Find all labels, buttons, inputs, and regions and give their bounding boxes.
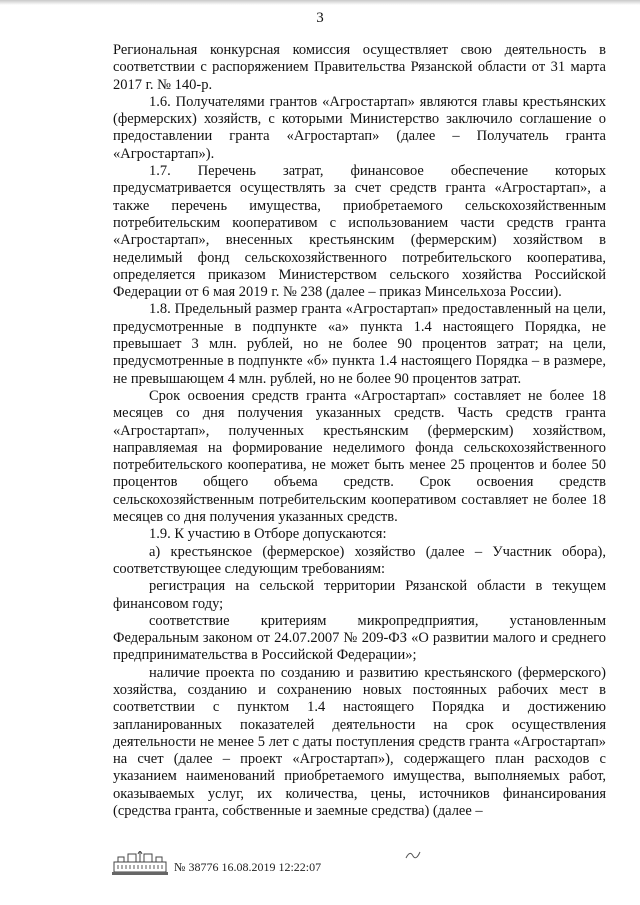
- government-building-icon: [112, 848, 168, 876]
- paragraph-term: Срок освоения средств гранта «Агростартап» составляет не более 18 месяцев со дня получения указанных средств. Часть средств гранта «Агростартап», полученных крестьянским (фермерским) хозяйством, направляемая на формирование неделимого фонда сельскохозяйственного потребительского кооператива, не может быть менее 25 процентов и более 50 процентов общего объема средств. Срок освоения средств сельскохозяйственным потребительским кооперативом составляет не более 18 месяцев со дня получения указанных средств.: [113, 387, 606, 526]
- paragraph-1-9: 1.9. К участию в Отборе допускаются:: [149, 526, 387, 543]
- registration-stamp: № 38776 16.08.2019 12:22:07: [174, 860, 322, 874]
- document-body: [113, 42, 606, 820]
- page-footer: [112, 848, 612, 888]
- paragraph-criteria: соответствие критериям микропредприятия, установленным Федеральным законом от 24.07.2007 № 209-ФЗ «О развитии малого и среднего предпринимательства в Российской Федерации»;: [113, 612, 606, 664]
- paragraph-project: наличие проекта по созданию и развитию крестьянского (фермерского) хозяйства, созданию и сохранению новых постоянных рабочих мест в соответствии с пунктом 1.4 настоящего Порядка и достижению запланированных показателей деятельности на срок осуществления деятельности не менее 5 лет с даты поступления средств гранта «Агростартап» на счет (далее – проект «Агростартап»), содержащего план расходов с указанием наименований приобретаемого имущества, выполняемых работ, оказываемых услуг, их количества, цены, источников финансирования (средства гранта, собственные и заемные средства) (далее –: [113, 664, 606, 820]
- paragraph-1-7: 1.7. Перечень затрат, финансовое обеспечение которых предусматривается осуществлять за счет средств гранта «Агростартап», а также перечень имущества, приобретаемого сельскохозяйственным потребительским кооперативом с использованием части средств гранта «Агростартап», внесенных крестьянским (фермерским) хозяйством в неделимый фонд сельскохозяйственного потребительского кооператива, определяется приказом Министерством сельского хозяйства Российской Федерации от 6 мая 2019 г. № 238 (далее – приказ Минсельхоза России).: [113, 163, 606, 301]
- paragraph-1-8: 1.8. Предельный размер гранта «Агростартап» предоставленный на цели, предусмотренные в подпункте «а» пункта 1.4 настоящего Порядка, не превышает 3 млн. рублей, но не более 90 процентов затрат; на цели, предусмотренные в подпункте «б» пункта 1.4 настоящего Порядка – в размере, не превышающем 4 млн. рублей, но не более 90 процентов затрат.: [113, 301, 606, 387]
- scan-edge: [0, 0, 640, 5]
- paragraph-commission: Региональная конкурсная комиссия осуществляет свою деятельность в соответствии с распоряжением Правительства Рязанской области от 31 марта 2017 г. № 140-р.: [113, 42, 606, 93]
- paragraph-item-a: а) крестьянское (фермерское) хозяйство (далее – Участник обора), соответствующее следующим требованиям:: [113, 543, 606, 577]
- page-number: 3: [316, 10, 324, 26]
- paragraph-1-6: 1.6. Получателями грантов «Агростартап» являются главы крестьянских (фермерских) хозяйств, с которыми Министерство заключило соглашение о предоставлении гранта «Агростартап» (далее – Получатель гранта «Агростартап»).: [113, 93, 606, 162]
- pen-mark-icon: [404, 848, 424, 862]
- paragraph-registration: регистрация на сельской территории Рязанской области в текущем финансовом году;: [113, 578, 606, 612]
